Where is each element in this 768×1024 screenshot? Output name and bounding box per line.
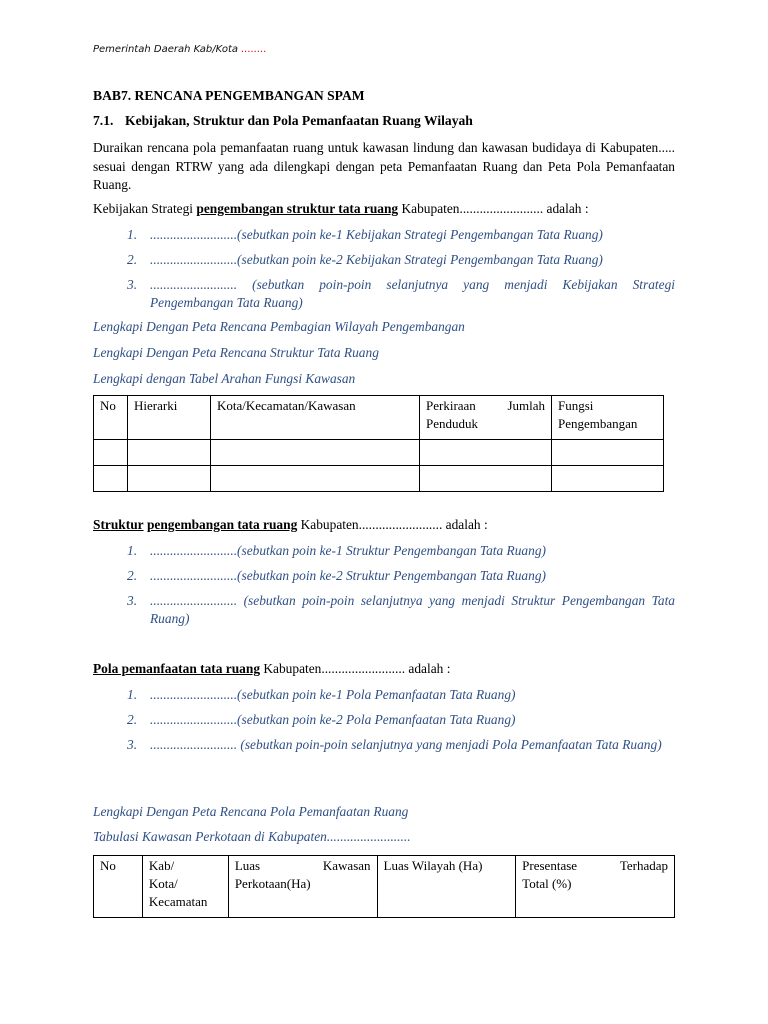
header-word: Luas	[234, 858, 261, 873]
list-item-number: 1.	[127, 543, 138, 558]
list-item-text: ..........................(sebutkan poin ke-1 Kebijakan Strategi Pengembangan Tata Ruang)	[150, 227, 603, 242]
header-word: Total (%)	[522, 876, 572, 891]
list-item	[93, 251, 675, 269]
struktur-underlined: pengembangan tata ruang	[146, 517, 298, 532]
pola-intro	[93, 660, 450, 678]
col-header-kota: Kota/Kecamatan/Kawasan	[211, 396, 420, 440]
header-word: Fungsi	[558, 398, 594, 413]
kebijakan-suffix: Kabupaten......................... adalah :	[398, 201, 589, 216]
list-item-text: ..........................(sebutkan poin ke-2 Struktur Pengembangan Tata Ruang)	[150, 568, 546, 583]
header-word: Perkotaan(Ha)	[234, 876, 311, 891]
list-item-number: 1.	[127, 687, 138, 702]
col-header-luas-kawasan	[228, 856, 377, 918]
list-item	[93, 711, 675, 729]
struktur-list	[93, 542, 675, 628]
chapter-title: BAB7. RENCANA PENGEMBANGAN SPAM	[93, 88, 365, 103]
list-item-text: ..........................(sebutkan poin ke-1 Struktur Pengembangan Tata Ruang)	[150, 543, 546, 558]
pola-underlined-bold: Pola pemanfaatan tata ruang	[93, 661, 261, 676]
page-header	[93, 44, 267, 55]
header-word: Pengembangan	[558, 416, 638, 431]
table-row	[94, 466, 664, 492]
list-item-text: ..........................(sebutkan poin ke-2 Kebijakan Strategi Pengembangan Tata Ruang)	[150, 252, 603, 267]
kebijakan-list	[93, 226, 675, 312]
list-item-number: 2.	[127, 252, 138, 267]
header-word: Kota/	[148, 876, 178, 891]
kebijakan-prefix: Kebijakan Strategi	[93, 201, 197, 216]
note-tabulasi: Tabulasi Kawasan Perkotaan di Kabupaten.........................	[93, 829, 411, 844]
note-peta-wilayah: Lengkapi Dengan Peta Rencana Pembagian Wilayah Pengembangan	[93, 319, 465, 334]
header-word: Kawasan	[322, 858, 371, 873]
table-header-row	[94, 856, 675, 918]
list-item-text: ..........................(sebutkan poin ke-2 Pola Pemanfaatan Tata Ruang)	[150, 712, 516, 727]
note-tabel-arahan: Lengkapi dengan Tabel Arahan Fungsi Kawasan	[93, 371, 356, 386]
col-header-presentase	[516, 856, 675, 918]
table-row	[94, 440, 664, 466]
header-dots: ........	[241, 44, 267, 55]
struktur-intro	[93, 516, 488, 534]
list-item-text: .......................... (sebutkan poin-poin selanjutnya yang menjadi Kebijakan Strategi Pengembangan Tata Ruang)	[150, 277, 675, 310]
col-header-kab	[142, 856, 228, 918]
header-word: Terhadap	[619, 858, 668, 873]
list-item	[93, 276, 675, 312]
list-item	[93, 542, 675, 560]
table-header-row	[94, 396, 664, 440]
list-item-number: 1.	[127, 227, 138, 242]
section-title: Kebijakan, Struktur dan Pola Pemanfaatan Ruang Wilayah	[125, 113, 473, 128]
header-word: Penduduk	[426, 416, 478, 431]
header-text: Pemerintah Daerah Kab/Kota	[93, 44, 239, 55]
struktur-suffix: Kabupaten......................... adalah :	[297, 517, 488, 532]
col-header-no: No	[94, 856, 143, 918]
section-heading	[93, 113, 473, 129]
note-peta-struktur: Lengkapi Dengan Peta Rencana Struktur Tata Ruang	[93, 345, 379, 360]
list-item	[93, 592, 675, 628]
list-item	[93, 736, 675, 754]
col-header-luas-wilayah: Luas Wilayah (Ha)	[377, 856, 516, 918]
col-header-no: No	[94, 396, 128, 440]
list-item-text: ..........................(sebutkan poin ke-1 Pola Pemanfaatan Tata Ruang)	[150, 687, 516, 702]
header-word: Perkiraan	[426, 398, 476, 413]
list-item-number: 3.	[127, 737, 138, 752]
list-item	[93, 686, 675, 704]
pola-suffix: Kabupaten......................... adalah :	[260, 661, 451, 676]
pola-list	[93, 686, 675, 754]
col-header-perkiraan	[420, 396, 552, 440]
list-item-number: 3.	[127, 277, 138, 292]
list-item-number: 3.	[127, 593, 138, 608]
note-peta-pola: Lengkapi Dengan Peta Rencana Pola Pemanfaatan Ruang	[93, 804, 409, 819]
struktur-underlined-bold: Struktur	[93, 517, 144, 532]
header-word: Presentase	[522, 858, 578, 873]
col-header-hierarki: Hierarki	[128, 396, 211, 440]
list-item-number: 2.	[127, 712, 138, 727]
header-word: Kecamatan	[148, 894, 208, 909]
table-arahan-fungsi	[93, 395, 664, 492]
kebijakan-intro	[93, 200, 589, 218]
list-item	[93, 226, 675, 244]
list-item-text: .......................... (sebutkan poin-poin selanjutnya yang menjadi Struktur Pengembangan Tata Ruang)	[150, 593, 675, 626]
col-header-fungsi	[552, 396, 664, 440]
kebijakan-underlined: pengembangan struktur tata ruang	[196, 201, 399, 216]
section-number: 7.1.	[93, 113, 114, 128]
header-word: Kab/	[148, 858, 175, 873]
table-kawasan-perkotaan	[93, 855, 675, 918]
list-item-text: .......................... (sebutkan poin-poin selanjutnya yang menjadi Pola Pemanfaatan Tata Ruang)	[150, 737, 662, 752]
header-word: Jumlah	[507, 398, 545, 413]
list-item-number: 2.	[127, 568, 138, 583]
list-item	[93, 567, 675, 585]
intro-paragraph: Duraikan rencana pola pemanfaatan ruang untuk kawasan lindung dan kawasan budidaya di Kabupaten..... sesuai dengan RTRW yang ada dilengkapi dengan peta Pemanfaatan Ruang dan Peta Pola Pemanfaatan Ruang.	[93, 140, 675, 192]
